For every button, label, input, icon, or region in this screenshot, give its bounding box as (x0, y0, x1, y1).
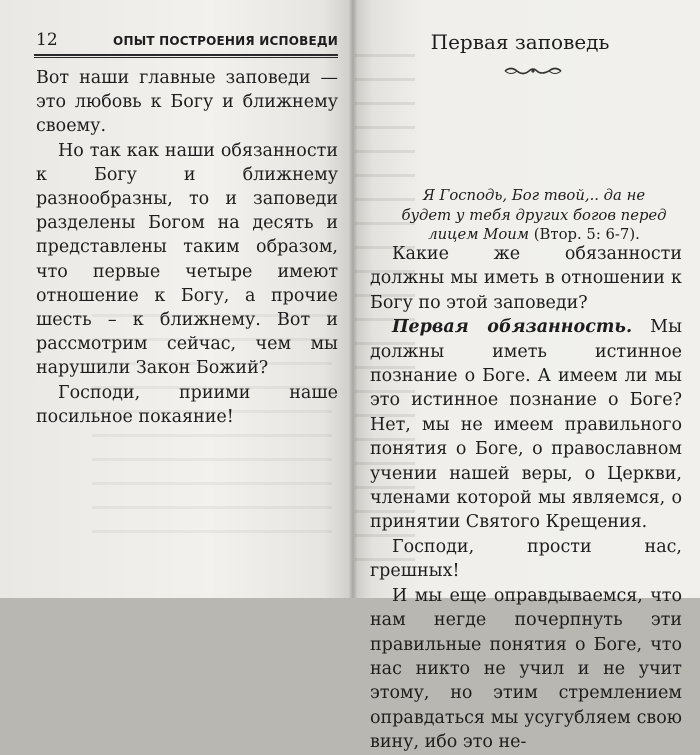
paragraph: Но так как наши обязанности к Богу и ближнему разнообразны, то и заповеди разделены Богом на десять и представлены таким образом, что первые четыре имеют отношение к Богу, а прочие шесть – к ближнему. Вот и рассмотрим сейчас, чем мы нарушили Закон Божий? (36, 140, 338, 379)
page-number: 12 (36, 30, 58, 50)
running-head: ОПЫТ ПОСТРОЕНИЯ ИСПОВЕДИ (113, 34, 338, 48)
right-body-text (370, 242, 682, 755)
epigraph-text: Я Господь, Бог твой,.. да не будет у тебя других богов перед лицем Моим (401, 187, 667, 244)
paragraph: Какие же обязанности должны мы иметь в отношении к Богу по этой заповеди? (370, 244, 682, 313)
chapter-title: Первая заповедь (430, 30, 610, 54)
paragraph: Господи, приими наше посильное покаяние! (36, 382, 338, 427)
paragraph: Господи, прости нас, грешных! (370, 536, 682, 582)
duty-text: Мы должны иметь истинное познание о Боге. А имеем ли мы это истинное познание о Боге? Нет, мы не имеем правильного понятия о Боге, о православном учении нашей веры, о Церкви, членами которой мы являемся, о принятии Святого Крещения. (370, 317, 682, 533)
header-rule (34, 54, 338, 58)
left-body-text (36, 66, 338, 429)
epigraph (398, 186, 670, 245)
paragraph: Вот наши главные заповеди — это любовь к Богу и ближнему своему. (36, 68, 338, 137)
paragraph (370, 315, 682, 535)
ornament-flourish-icon (503, 66, 563, 76)
left-page (0, 0, 352, 598)
duty-label: Первая обязанность. (392, 317, 633, 338)
paragraph: И мы еще оправдываемся, что нам негде почерпнуть эти правильные понятия о Боге, что нас никто не учил и не учит этому, но этим стремлением оправдаться мы усугубляем свою вину, ибо это не- (370, 585, 682, 753)
page-header (36, 28, 338, 52)
epigraph-reference: (Втор. 5: 6-7). (533, 226, 640, 244)
